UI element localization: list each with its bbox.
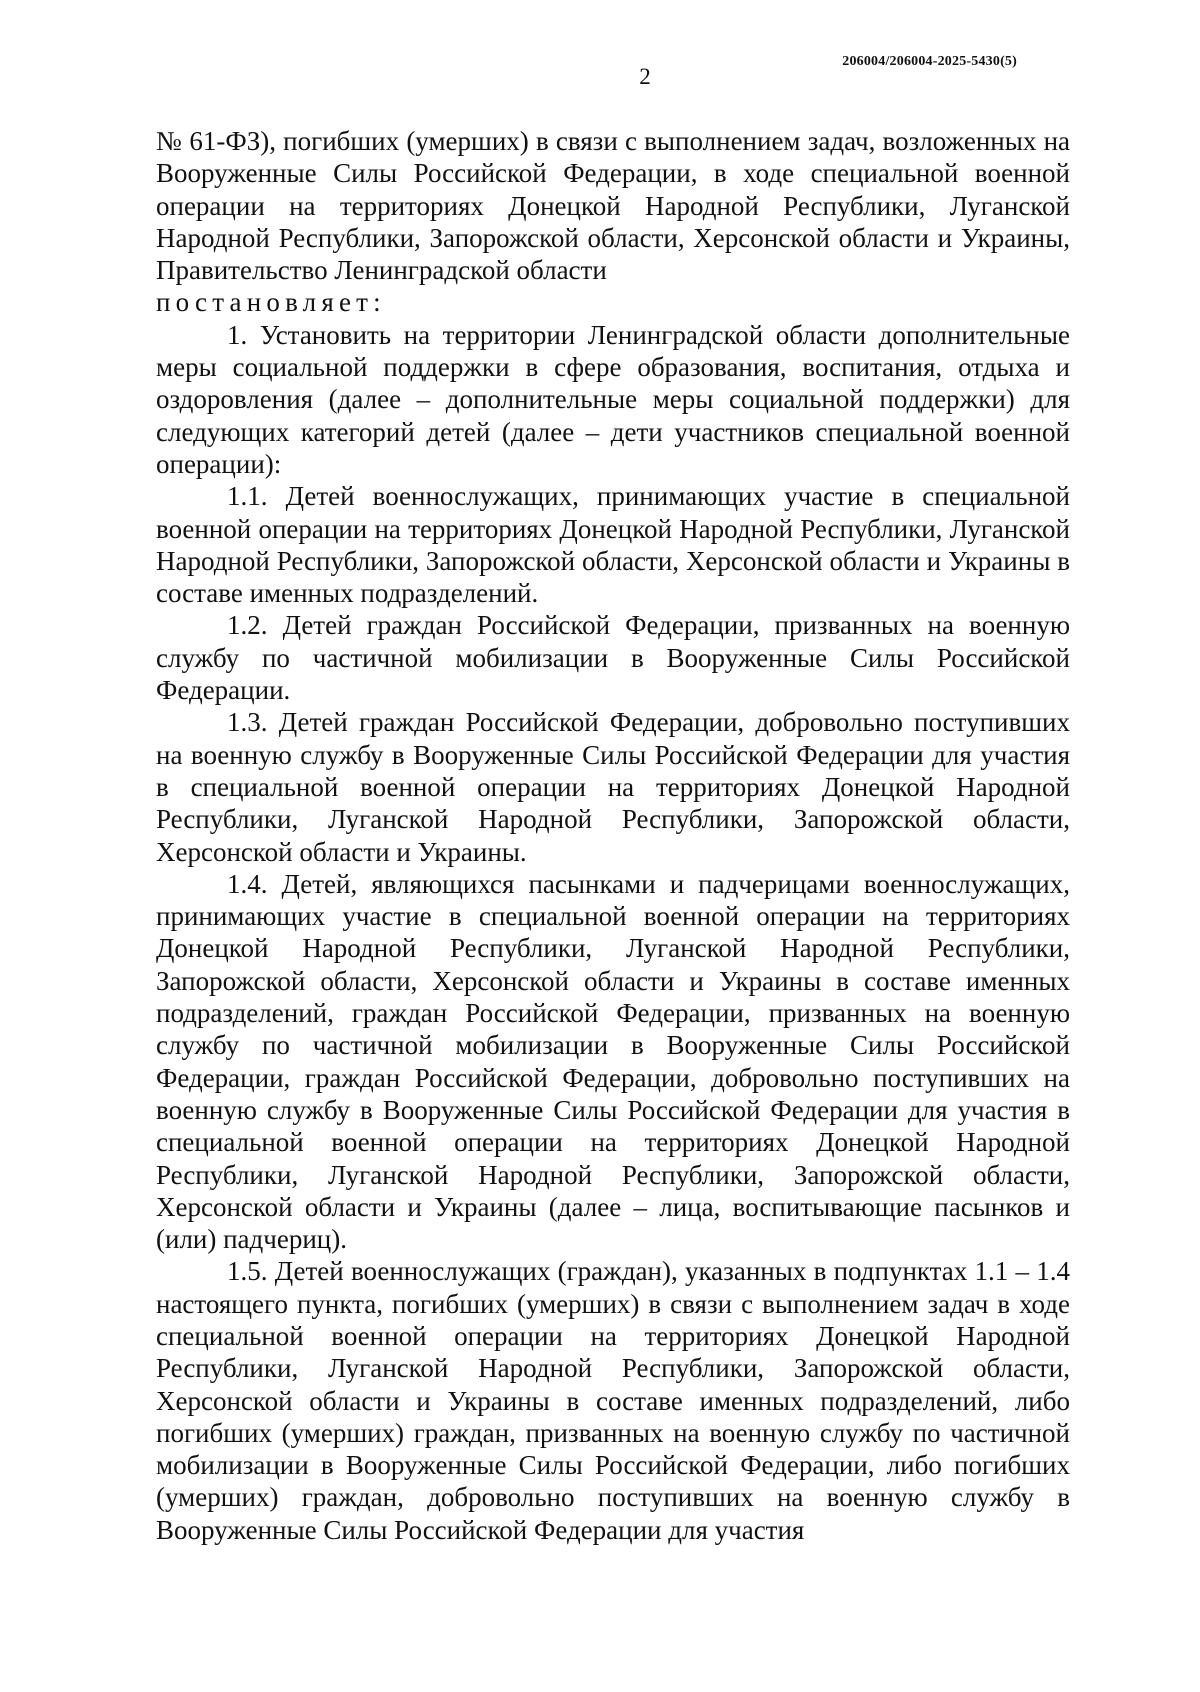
document-body xyxy=(156,125,1070,1546)
paragraph-resolves: постановляет: xyxy=(156,287,386,318)
paragraph-item-1-2: 1.2. Детей граждан Российской Федерации, призванных на военную службу по частичной мобилизации в Вооруженные Силы Российской Федерации. xyxy=(156,610,1070,706)
paragraph-item-1-1: 1.1. Детей военнослужащих, принимающих участие в специальной военной операции на территориях Донецкой Народной Республики, Луганской Народной Республики, Запорожской области, Херсонской области и Украины в составе именных подразделений. xyxy=(156,481,1070,609)
document-registration-number: 206004/206004-2025-5430(5) xyxy=(842,54,1017,69)
paragraph-item-1-5: 1.5. Детей военнослужащих (граждан), указанных в подпунктах 1.1 – 1.4 настоящего пункта, погибших (умерших) в связи с выполнением задач в ходе специальной военной операции на территориях Донецкой Народной Республики, Луганской Народной Республики, Запорожской области, Херсонской области и Украины в составе именных подразделений, либо погибших (умерших) граждан, призванных на военную службу по частичной мобилизации в Вооруженные Силы Российской Федерации, либо погибших (умерших) граждан, добровольно поступивших на военную службу в Вооруженные Силы Российской Федерации для участия xyxy=(156,1256,1070,1545)
paragraph-item-1-3: 1.3. Детей граждан Российской Федерации, добровольно поступивших на военную службу в Вооруженные Силы Российской Федерации для участия в специальной военной операции на территориях Донецкой Народной Республики, Луганской Народной Республики, Запорожской области, Херсонской области и Украины. xyxy=(156,707,1070,867)
paragraph-item-1-4: 1.4. Детей, являющихся пасынками и падчерицами военнослужащих, принимающих участие в специальной военной операции на территориях Донецкой Народной Республики, Луганской Народной Республики, Запорожской области, Херсонской области и Украины в составе именных подразделений, граждан Российской Федерации, призванных на военную службу по частичной мобилизации в Вооруженные Силы Российской Федерации, граждан Российской Федерации, добровольно поступивших на военную службу в Вооруженные Силы Российской Федерации для участия в специальной военной операции на территориях Донецкой Народной Республики, Луганской Народной Республики, Запорожской области, Херсонской области и Украины (далее – лица, воспитывающие пасынков и (или) падчериц). xyxy=(156,868,1070,1255)
paragraph-preamble: № 61-ФЗ), погибших (умерших) в связи с выполнением задач, возложенных на Вооруженные Силы Российской Федерации, в ходе специальной военной операции на территориях Донецкой Народной Республики, Луганской Народной Республики, Запорожской области, Херсонской области и Украины, Правительство Ленинградской области xyxy=(156,126,1070,286)
paragraph-item-1: 1. Установить на территории Ленинградской области дополнительные меры социальной поддержки в сфере образования, воспитания, отдыха и оздоровления (далее – дополнительные меры социальной поддержки) для следующих категорий детей (далее – дети участников специальной военной операции): xyxy=(156,319,1070,479)
page-number: 2 xyxy=(639,64,651,89)
